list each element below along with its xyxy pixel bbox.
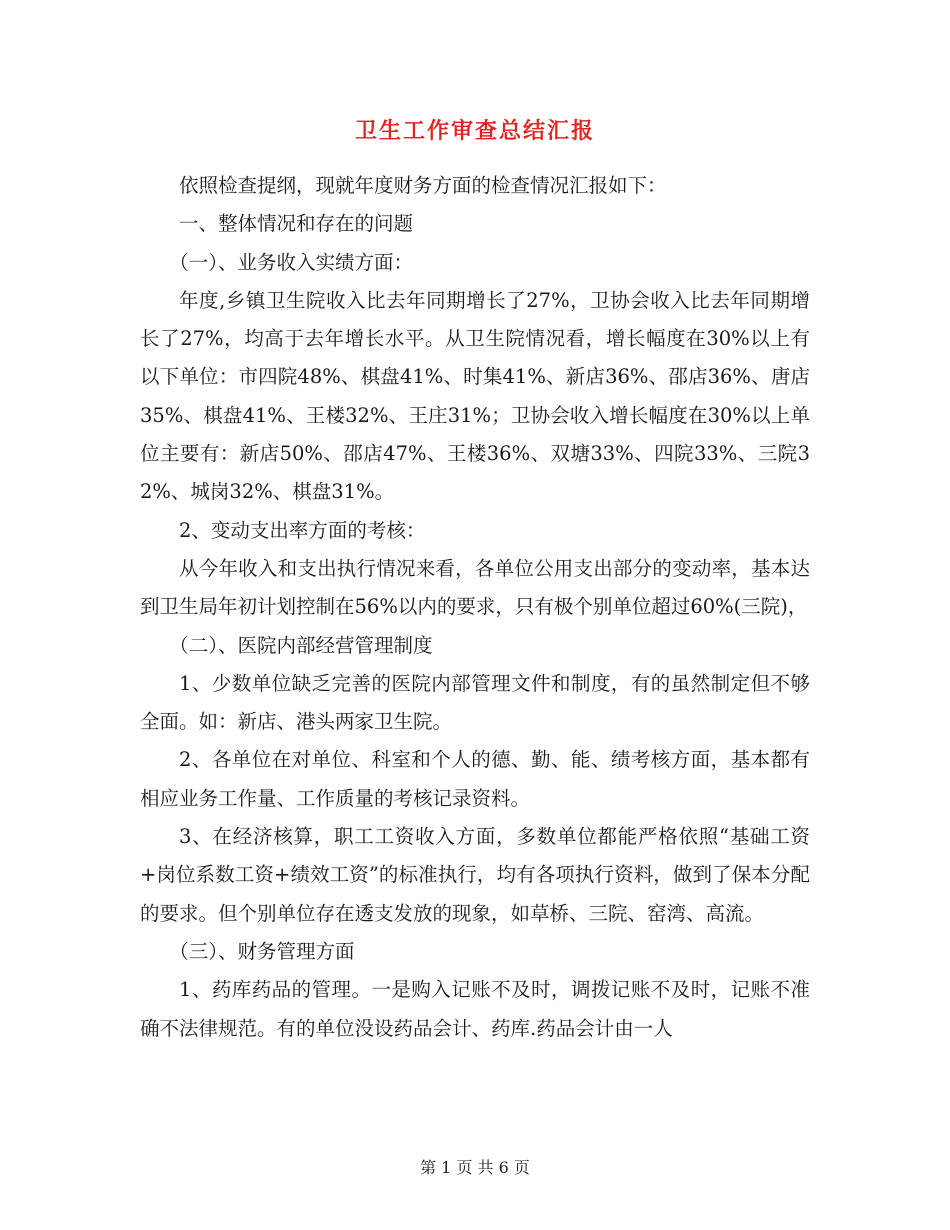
paragraph-intro: 依照检查提纲，现就年度财务方面的检查情况汇报如下：	[179, 174, 667, 197]
heading-expenditure: 2、变动支出率方面的考核：	[179, 518, 426, 542]
document-body	[140, 167, 810, 1048]
paragraph-expenditure: 从今年收入和支出执行情况来看，各单位公用支出部分的变动率，基本达到卫生局年初计划控制在56%以内的要求，只有极个别单位超过60%(三院)，	[140, 556, 810, 619]
heading-subsection-3: （三）、财务管理方面	[169, 939, 355, 963]
paragraph-management-3: 3、在经济核算，职工工资收入方面，多数单位都能严格依照“基础工资+岗位系数工资+绩效工资”的标准执行，均有各项执行资料，做到了保本分配的要求。但个别单位存在透支发放的现象，如草桥、三院、窑湾、高流。	[140, 825, 810, 925]
page-number-footer: 第 1 页 共 6 页	[420, 1158, 530, 1177]
paragraph-income: 年度,乡镇卫生院收入比去年同期增长了27%，卫协会收入比去年同期增长了27%，均高于去年增长水平。从卫生院情况看，增长幅度在30%以上有以下单位：市四院48%、棋盘41%、时集41%、新店36%、邵店36%、唐店35%、棋盘41%、王楼32%、王庄31%；卫协会收入增长幅度在30%以上单位主要有：新店50%、邵店47%、王楼36%、双塘33%、四院33%、三院32%、城岗32%、棋盘31%。	[140, 288, 810, 504]
heading-subsection-1: （一）、业务收入实绩方面：	[169, 250, 414, 274]
heading-subsection-2: （二）、医院内部经营管理制度	[169, 633, 433, 657]
paragraph-finance-1: 1、药库药品的管理。一是购入记账不及时，调拨记账不及时，记账不准确不法律规范。有的单位没设药品会计、药库.药品会计由一人	[140, 978, 810, 1040]
paragraph-management-1: 1、少数单位缺乏完善的医院内部管理文件和制度，有的虽然制定但不够全面。如：新店、港头两家卫生院。	[140, 671, 810, 734]
heading-section-1: 一、整体情况和存在的问题	[179, 212, 414, 236]
document-title: 卫生工作审查总结汇报	[354, 119, 595, 144]
paragraph-management-2: 2、各单位在对单位、科室和个人的德、勤、能、绩考核方面，基本都有相应业务工作量、工作质量的考核记录资料。	[140, 748, 810, 810]
